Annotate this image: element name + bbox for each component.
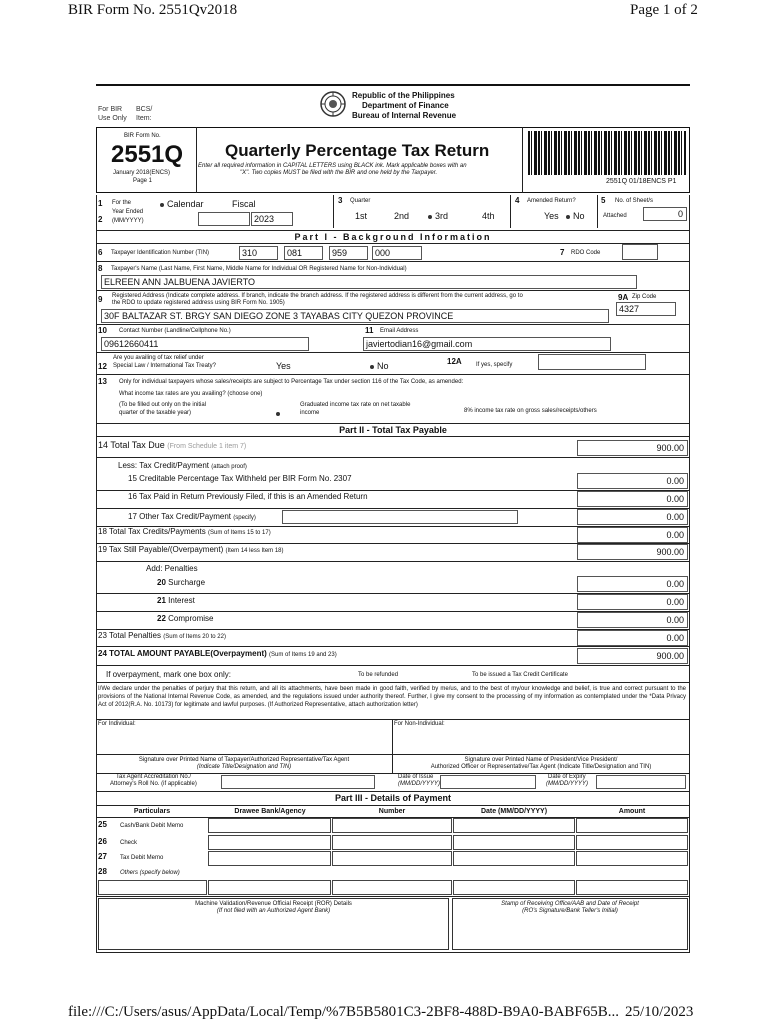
address-label-2: the RDO to update registered address using BIR Form No. 1905) xyxy=(112,300,285,306)
year-ended-year-field[interactable]: 2023 xyxy=(251,212,293,226)
item-15-field[interactable]: 0.00 xyxy=(577,473,688,489)
item-21-text: Interest xyxy=(168,596,195,605)
col-number: Number xyxy=(378,808,406,815)
row-25-number-field[interactable] xyxy=(332,818,452,833)
calendar-label: Calendar xyxy=(167,199,204,209)
taxpayer-name-label: Taxpayer's Name (Last Name, First Name, Middle Name for Individual OR Registered Name for Non-Individual) xyxy=(111,266,407,272)
for-bir-label: For BIR xyxy=(98,106,123,113)
for-non-individual-label: For Non-Individual: xyxy=(394,721,445,727)
item-number-7: 7 xyxy=(560,248,565,257)
agent-accreditation-field[interactable] xyxy=(221,775,375,789)
zip-code-field[interactable]: 4327 xyxy=(616,302,676,316)
row-27-date[interactable] xyxy=(453,851,575,866)
row-26-number-field[interactable] xyxy=(332,835,452,850)
q13-note-2: quarter of the taxable year) xyxy=(119,410,192,416)
row-27-number: 27 xyxy=(98,852,107,861)
row-26-bank[interactable] xyxy=(208,835,331,850)
date-of-issue-format: (MM/DD/YYYY) xyxy=(398,781,440,787)
item-18-field[interactable]: 0.00 xyxy=(577,527,688,543)
item-number-8: 8 xyxy=(98,264,103,273)
date-of-issue-field[interactable] xyxy=(440,775,536,789)
interest-field[interactable]: 0.00 xyxy=(577,594,688,610)
registered-address-field[interactable]: 30F BALTAZAR ST. BRGY SAN DIEGO ZONE 3 TAYABAS CITY QUEZON PROVINCE xyxy=(101,309,609,323)
row-28-number-field[interactable] xyxy=(332,880,452,895)
tin-part-2[interactable]: 081 xyxy=(284,246,323,260)
overpayment-label: If overpayment, mark one box only: xyxy=(106,670,231,679)
row-27-number-field[interactable] xyxy=(332,851,452,866)
row-28-date[interactable] xyxy=(453,880,575,895)
signature-individual-note: (Indicate Title/Designation and TIN) xyxy=(196,764,292,770)
part1-title: Part I - Background Information xyxy=(294,232,492,242)
item-24-text: 24 TOTAL AMOUNT PAYABLE(Overpayment) xyxy=(98,649,267,658)
total-tax-due-field[interactable]: 900.00 xyxy=(577,440,688,456)
item-number-6: 6 xyxy=(98,248,103,257)
bcs-label: BCS/ xyxy=(136,106,153,113)
attorney-roll-label: Attorney's Roll No. (if applicable) xyxy=(110,781,197,787)
col-drawee-bank: Drawee Bank/Agency xyxy=(234,808,306,815)
relief-yes[interactable]: Yes xyxy=(276,361,291,371)
item-14-source: (From Schedule 1 item 7) xyxy=(167,443,247,450)
amended-no-label: No xyxy=(573,211,585,221)
item-22-label xyxy=(157,614,213,623)
total-amount-payable-field[interactable]: 900.00 xyxy=(577,648,688,664)
barcode-image xyxy=(528,131,686,175)
machine-validation-label: Machine Validation/Revenue Official Receipt (ROR) Details xyxy=(195,901,352,907)
signature-individual-label: Signature over Printed Name of Taxpayer/Authorized Representative/Tax Agent xyxy=(138,757,350,763)
row-28-specify[interactable] xyxy=(98,880,207,895)
refund-option[interactable]: To be refunded xyxy=(358,672,399,678)
amended-no[interactable] xyxy=(566,211,585,221)
sheets-attached-field[interactable]: 0 xyxy=(643,207,687,221)
for-individual-label: For Individual: xyxy=(98,721,136,727)
item-16-label: 16 Tax Paid in Return Previously Filed, if this is an Amended Return xyxy=(128,492,368,501)
col-amount: Amount xyxy=(618,808,646,815)
date-of-issue-label: Date of Issue xyxy=(398,774,434,780)
item-19-label xyxy=(98,545,284,554)
radio-selected-icon xyxy=(276,412,280,416)
bir-seal-icon xyxy=(320,91,346,117)
surcharge-field[interactable]: 0.00 xyxy=(577,576,688,592)
tcc-option[interactable]: To be issued a Tax Credit Certificate xyxy=(472,672,568,678)
item-number-12a: 12A xyxy=(447,357,462,366)
date-of-expiry-format: (MM/DD/YYYY) xyxy=(546,781,588,787)
email-field[interactable]: javiertodian16@gmail.com xyxy=(363,337,611,351)
tin-label: Taxpayer Identification Number (TIN) xyxy=(111,250,210,256)
fiscal-option[interactable]: Fiscal xyxy=(232,199,256,209)
quarter-4th[interactable]: 4th xyxy=(482,211,495,221)
col-date: Date (MM/DD/YYYY) xyxy=(480,808,548,815)
item-number-10: 10 xyxy=(98,326,107,335)
part3-title: Part III - Details of Payment xyxy=(334,793,452,803)
amended-label: Amended Return? xyxy=(527,198,576,204)
machine-validation-note: (If not filed with an Authorized Agent Bank) xyxy=(216,908,331,914)
item-number-2: 2 xyxy=(98,215,103,224)
item-number-13: 13 xyxy=(98,377,107,386)
tin-part-3[interactable]: 959 xyxy=(329,246,368,260)
stamp-receiving-note: (RO's Signature/Bank Teller's Initial) xyxy=(522,908,618,914)
form-no-label: BIR Form No. xyxy=(124,133,161,139)
graduated-label-1: Graduated income tax rate on net taxable xyxy=(300,402,411,408)
item-24-note: (Sum of Items 19 and 23) xyxy=(269,652,337,658)
item-22-number: 22 xyxy=(157,614,166,623)
declaration-text: I/We declare under the penalties of perjury that this return, and all its attachments, have been made in good faith, verified by me/us, and to the best of my/our knowledge and belief, is true and correct pursuant to the provisions of the National Internal Revenue Code, as amended, and the regulations issued under authority thereof. Further, I give my consent to the processing of my information as contemplated under the *Data Privacy Act of 2012(R.A. No. 10173) for legitimate and lawful purposes. (If Authorized Representative, attach authorization letter) xyxy=(98,686,686,708)
contact-number-field[interactable]: 09612660411 xyxy=(101,337,309,351)
instructions-1: Enter all required information in CAPITAL LETTERS using BLACK ink. Mark applicable boxes with an xyxy=(198,163,467,169)
item-number-9: 9 xyxy=(98,295,103,304)
relief-label-2: Special Law / International Tax Treaty? xyxy=(113,363,216,369)
instructions-2: "X". Two copies MUST be filed with the BIR and one held by the Taxpayer. xyxy=(240,170,438,176)
radio-selected-icon xyxy=(370,365,374,369)
item-21-number: 21 xyxy=(157,596,166,605)
row-25-amount[interactable] xyxy=(576,818,688,833)
item-18-label xyxy=(98,527,271,536)
republic-text: Republic of the Philippines xyxy=(352,91,455,100)
date-of-expiry-label: Date of Expiry xyxy=(548,774,586,780)
signature-nonindividual-note: Authorized Officer or Representative/Tax Agent (Indicate Title/Designation and TIN) xyxy=(430,764,652,770)
form-page: Page 1 xyxy=(133,178,153,184)
item-17-text: 17 Other Tax Credit/Payment xyxy=(128,512,232,521)
email-label: Email Address xyxy=(380,328,419,334)
form-number: 2551Q xyxy=(111,141,184,168)
row-27-bank[interactable] xyxy=(208,851,331,866)
calendar-option[interactable] xyxy=(160,199,204,209)
item-18-note: (Sum of Items 15 to 17) xyxy=(208,530,271,536)
item-number-4: 4 xyxy=(515,196,520,205)
add-penalties-label: Add: Penalties xyxy=(146,564,198,573)
row-26-number: 26 xyxy=(98,837,107,846)
row-25-label: Cash/Bank Debit Memo xyxy=(120,823,184,829)
item-17-label xyxy=(128,512,256,521)
relief-label-1: Are you availing of tax relief under xyxy=(113,355,204,361)
stamp-receiving-label: Stamp of Receiving Office/AAB and Date of Receipt xyxy=(501,901,639,907)
bureau-text: Bureau of Internal Revenue xyxy=(352,111,457,120)
item-number-9a: 9A xyxy=(618,293,629,302)
item-label: Item: xyxy=(136,115,152,122)
year-ended-month-field[interactable] xyxy=(198,212,250,226)
row-28-amount[interactable] xyxy=(576,880,688,895)
sheets-label: No. of Sheet/s xyxy=(615,198,654,204)
row-28-number: 28 xyxy=(98,867,107,876)
if-yes-label: If yes, specify xyxy=(476,362,513,368)
row-25-date[interactable] xyxy=(453,818,575,833)
form-edition: January 2018(ENCS) xyxy=(113,170,171,176)
less-text: Less: Tax Credit/Payment xyxy=(118,461,210,470)
item-20-text: Surcharge xyxy=(168,578,206,587)
item-20-label xyxy=(157,578,205,587)
item-17-field[interactable]: 0.00 xyxy=(577,509,688,525)
relief-no-label: No xyxy=(377,361,389,371)
tin-part-4[interactable]: 000 xyxy=(372,246,422,260)
amended-yes[interactable]: Yes xyxy=(544,211,559,221)
col-particulars: Particulars xyxy=(133,808,171,815)
for-the-label: For the xyxy=(112,200,132,206)
row-28-label: Others (specify below) xyxy=(120,870,180,876)
barcode-code: 2551Q 01/18ENCS P1 xyxy=(606,178,677,185)
item-16-field[interactable]: 0.00 xyxy=(577,491,688,507)
item-19-note: (Item 14 less Item 18) xyxy=(225,548,284,554)
signature-nonindividual-label: Signature over Printed Name of President/Vice President/ xyxy=(464,757,618,763)
top-rule xyxy=(96,84,690,86)
part2-title: Part II - Total Tax Payable xyxy=(339,425,447,435)
use-only-label: Use Only xyxy=(98,115,127,122)
item-number-12: 12 xyxy=(98,362,107,371)
item-21-label xyxy=(157,596,195,605)
item-19-text: 19 Tax Still Payable/(Overpayment) xyxy=(98,545,224,554)
q13-note-1: (To be filled out only on the initial xyxy=(119,402,207,408)
item-23-note: (Sum of Items 20 to 22) xyxy=(163,634,226,640)
print-header-right: Page 1 of 2 xyxy=(630,2,698,18)
rdo-code-field[interactable] xyxy=(622,244,658,260)
date-of-expiry-field[interactable] xyxy=(596,775,686,789)
row-25-bank[interactable] xyxy=(208,818,331,833)
less-note: (attach proof) xyxy=(211,464,247,470)
less-credit-label xyxy=(118,461,247,470)
radio-selected-icon xyxy=(566,215,570,219)
tin-part-1[interactable]: 310 xyxy=(239,246,278,260)
taxpayer-name-field[interactable]: ELREEN ANN JALBUENA JAVIERTO xyxy=(101,275,637,289)
other-credit-specify-field[interactable] xyxy=(282,510,518,524)
item-22-text: Compromise xyxy=(168,614,214,623)
attached-label: Attached xyxy=(603,213,627,219)
relief-specify-field[interactable] xyxy=(538,354,646,370)
item-17-note: (specify) xyxy=(233,515,256,521)
print-footer-date: 25/10/2023 xyxy=(625,1004,694,1020)
form-title: Quarterly Percentage Tax Return xyxy=(225,141,490,160)
item-15-label: 15 Creditable Percentage Tax Withheld per BIR Form No. 2307 xyxy=(128,474,352,483)
radio-selected-icon xyxy=(428,215,432,219)
item-19-field[interactable]: 900.00 xyxy=(577,544,688,560)
relief-no[interactable] xyxy=(370,361,389,371)
row-26-date[interactable] xyxy=(453,835,575,850)
quarter-1st[interactable]: 1st xyxy=(355,211,368,221)
row-27-label: Tax Debit Memo xyxy=(120,855,164,861)
zip-label: Zip Code xyxy=(632,294,657,300)
item-23-text: 23 Total Penalties xyxy=(98,631,162,640)
item-14-label xyxy=(98,440,246,450)
print-footer-url: file:///C:/Users/asus/AppData/Local/Temp/%7B5B5801C3-2BF8-488D-B9A0-BABF65B... xyxy=(68,1004,620,1020)
quarter-2nd[interactable]: 2nd xyxy=(394,211,410,221)
graduated-option[interactable] xyxy=(276,405,283,423)
row-25-number: 25 xyxy=(98,820,107,829)
row-26-amount[interactable] xyxy=(576,835,688,850)
q13-text: Only for individual taxpayers whose sales/receipts are subject to Percentage Tax under section 116 of the Tax Code, as amended: xyxy=(119,379,464,385)
row-26-label: Check xyxy=(120,840,138,846)
item-number-5: 5 xyxy=(601,196,606,205)
contact-label: Contact Number (Landline/Cellphone No.) xyxy=(119,328,231,334)
q13-subtext: What income tax rates are you availing? (choose one) xyxy=(119,391,263,397)
print-header-left: BIR Form No. 2551Qv2018 xyxy=(68,2,238,18)
year-ended-label: Year Ended xyxy=(112,209,144,215)
item-18-text: 18 Total Tax Credits/Payments xyxy=(98,527,206,536)
item-number-11: 11 xyxy=(365,326,374,335)
rdo-label: RDO Code xyxy=(571,250,601,256)
item-20-number: 20 xyxy=(157,578,166,587)
agent-accreditation-label: Tax Agent Accreditation No./ xyxy=(116,774,192,780)
eight-percent-option[interactable]: 8% income tax rate on gross sales/receipts/others xyxy=(464,408,597,414)
row-27-amount[interactable] xyxy=(576,851,688,866)
quarter-3rd[interactable] xyxy=(428,211,448,221)
radio-selected-icon xyxy=(160,203,164,207)
graduated-label-2: income xyxy=(300,410,320,416)
item-14-text: 14 Total Tax Due xyxy=(98,440,165,450)
item-23-label xyxy=(98,631,226,640)
total-penalties-field[interactable]: 0.00 xyxy=(577,630,688,646)
item-number-3: 3 xyxy=(338,196,343,205)
address-label-1: Registered Address (Indicate complete address. If branch, indicate the branch address. If the registered address is different from the current address, go to xyxy=(112,293,523,299)
item-number-1: 1 xyxy=(98,199,103,208)
item-24-label xyxy=(98,649,337,658)
quarter-3rd-label: 3rd xyxy=(435,211,449,221)
year-ended-format: (MM/YYYY) xyxy=(112,218,144,224)
row-28-bank[interactable] xyxy=(208,880,331,895)
quarter-label: Quarter xyxy=(350,198,371,204)
dept-text: Department of Finance xyxy=(362,101,449,110)
compromise-field[interactable]: 0.00 xyxy=(577,612,688,628)
